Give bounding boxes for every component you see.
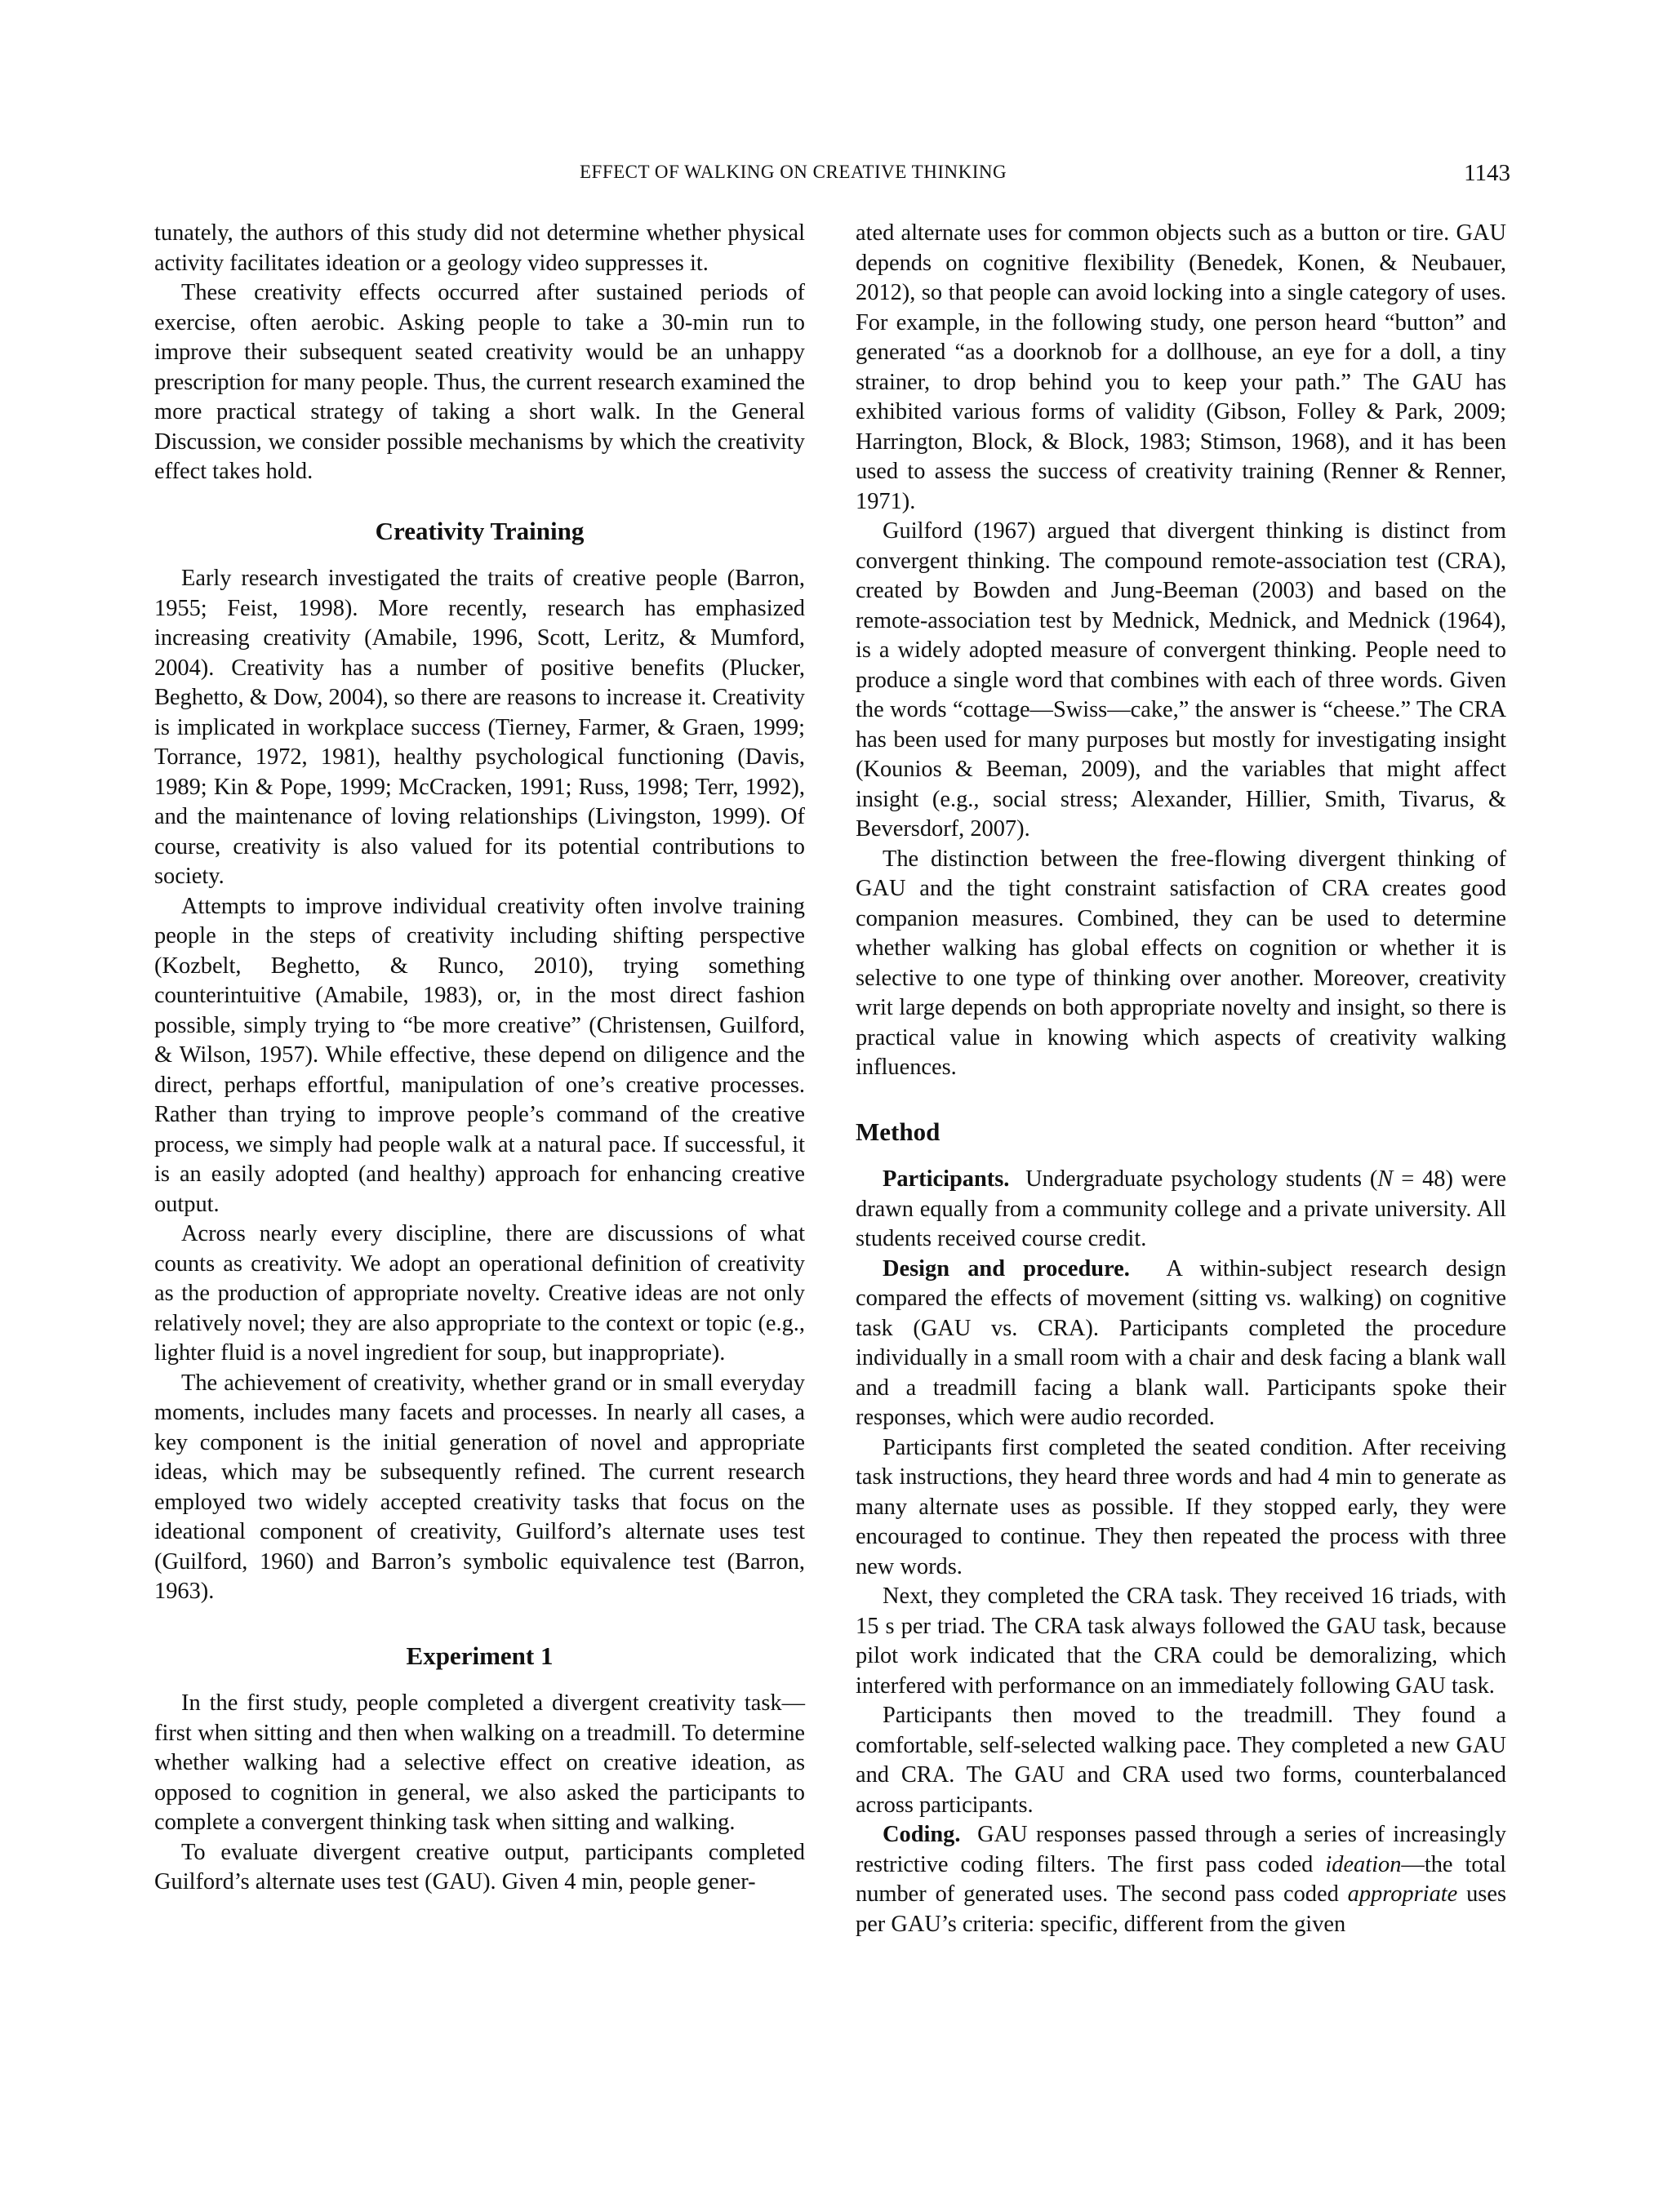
right-column (856, 219, 1506, 1939)
paragraph: Early research investigated the traits of creative people (Barron, 1955; Feist, 1998). More recently, research has emphasized increasing creativity (Amabile, 1996, Scott, Leritz, & Mumford, 2004). Creativity has a number of positive benefits (Plucker, Beghetto, & Dow, 2004), so there are reasons to increase it. Creativity is implicated in workplace success (Tierney, Farmer, & Graen, 1999; Torrance, 1972, 1981), healthy psychological functioning (Davis, 1989; Kin & Pope, 1999; McCracken, 1991; Russ, 1998; Terr, 1992), and the maintenance of loving relationships (Livingston, 1999). Of course, creativity is also valued for its potential contributions to society. (154, 566, 805, 889)
paragraph-coding (856, 1820, 1506, 1939)
text: A within-subject research design compared the effects of movement (sitting vs. walking) on cognitive task (GAU vs. CRA). Participants completed the procedure individually in a small room with a chair and desk facing a blank wall and a treadmill facing a blank wall. Participants spoke their responses, which were audio recorded. (856, 1255, 1506, 1430)
paragraph: In the first study, people completed a divergent creativity task—first when sitting and then when walking on a treadmill. To determine whether walking had a selective effect on creative ideation, as opposed to cognition in general, we also asked the participants to complete a convergent thinking task when sitting and walking. (154, 1690, 805, 1835)
italic-term: ideation (1325, 1851, 1402, 1877)
section-heading-method: Method (856, 1117, 940, 1146)
paragraph: Participants first completed the seated condition. After receiving task instructions, they heard three words and had 4 min to generate as many alternate uses as possible. If they stopped early, they were encouraged to continue. They then repeated the process with three new words. (856, 1434, 1506, 1579)
text: —the total number of generated uses. The second pass coded (856, 1851, 1506, 1907)
text: uses per GAU’s criteria: specific, different from the given (856, 1881, 1506, 1937)
paragraph: Attempts to improve individual creativity often involve training people in the steps of creativity including shifting perspective (Kozbelt, Beghetto, & Runco, 2010), trying something counterintuitive (Amabile, 1983), or, in the most direct fashion possible, simply trying to “be more creative” (Christensen, Guilford, & Wilson, 1957). While effective, these depend on diligence and the direct, perhaps effortful, manipulation of one’s creative processes. Rather than trying to improve people’s command of the creative process, we simply had people walk at a natural pace. If successful, it is an easily adopted (and healthy) approach for enhancing creative output. (154, 893, 805, 1217)
paragraph: Guilford (1967) argued that divergent thinking is distinct from convergent thinking. The compound remote-association test (CRA), created by Bowden and Jung-Beeman (2003) and based on the remote-association test by Mednick, Mednick, and Mednick (1964), is a widely adopted measure of convergent thinking. People need to produce a single word that combines with each of three words. Given the words “cottage—Swiss—cake,” the answer is “cheese.” The CRA has been used for many purposes but mostly for investigating insight (Kounios & Beeman, 2009), and the variables that might affect insight (e.g., social stress; Alexander, Hillier, Smith, Tivarus, & Beversdorf, 2007). (856, 518, 1506, 842)
paragraph: ated alternate uses for common objects such as a button or tire. GAU depends on cognitive flexibility (Benedek, Konen, & Neubauer, 2012), so that people can avoid locking into a single category of uses. For example, in the following study, one person heard “button” and generated “as a doorknob for a dollhouse, an eye for a doll, a tiny strainer, to drop behind you to keep your path.” The GAU has exhibited various forms of validity (Gibson, Folley & Park, 2009; Harrington, Block, & Block, 1983; Stimson, 1968), and it has been used to assess the success of creativity training (Renner & Renner, 1971). (856, 220, 1506, 514)
page-number: 1143 (1464, 160, 1510, 186)
section-heading-creativity-training: Creativity Training (375, 516, 585, 545)
text: Undergraduate psychology students ( (1025, 1166, 1378, 1192)
paragraph: Across nearly every discipline, there are discussions of what counts as creativity. We adopt an operational definition of creativity as the production of appropriate novelty. Creative ideas are not only relatively novel; they are also appropriate to the context or topic (e.g., lighter fluid is a novel ingredient for soup, but inappropriate). (154, 1221, 805, 1366)
run-in-heading-coding: Coding. (883, 1822, 961, 1847)
running-head: EFFECT OF WALKING ON CREATIVE THINKING (580, 162, 1007, 182)
paragraph: tunately, the authors of this study did not determine whether physical activity facilitates ideation or a geology video suppresses it. (154, 220, 805, 276)
paragraph: These creativity effects occurred after sustained periods of exercise, often aerobic. Asking people to take a 30-min run to improve their subsequent seated creativity would be an unhappy prescription for many people. Thus, the current research examined the more practical strategy of taking a short walk. In the General Discussion, we consider possible mechanisms by which the creativity effect takes hold. (154, 280, 805, 484)
left-column (154, 219, 805, 1898)
paragraph: The distinction between the free-flowing divergent thinking of GAU and the tight constraint satisfaction of CRA creates good companion measures. Combined, they can be used to determine whether walking has global effects on cognition or whether it is selective to one type of thinking over another. Moreover, creativity writ large depends on both appropriate novelty and insight, so there is practical value in knowing which aspects of creativity walking influences. (856, 846, 1506, 1080)
paragraph: Participants then moved to the treadmill. They found a comfortable, self-selected walking pace. They completed a new GAU and CRA. The GAU and CRA used two forms, counterbalanced across participants. (856, 1703, 1506, 1818)
text: GAU responses passed through a series of increasingly restrictive coding filters. The first pass coded (856, 1822, 1507, 1877)
italic-n: N (1377, 1166, 1394, 1192)
paragraph: Next, they completed the CRA task. They received 16 triads, with 15 s per triad. The CRA task always followed the GAU task, because pilot work indicated that the CRA could be demoralizing, which interfered with performance on an immediately following GAU task. (856, 1583, 1506, 1699)
italic-term: appropriate (1347, 1881, 1458, 1907)
run-in-heading-design: Design and procedure. (883, 1255, 1130, 1281)
paragraph: To evaluate divergent creative output, participants completed Guilford’s alternate uses test (GAU). Given 4 min, people gener- (154, 1839, 805, 1894)
run-in-heading-participants: Participants. (883, 1166, 1010, 1192)
paragraph-participants (856, 1165, 1506, 1255)
paragraph: The achievement of creativity, whether grand or in small everyday moments, includes many facets and processes. In nearly all cases, a key component is the initial generation of novel and appropriate ideas, which may be subsequently refined. The current research employed two widely accepted creativity tasks that focus on the ideational component of creativity, Guilford’s alternate uses test (Guilford, 1960) and Barron’s symbolic equivalence test (Barron, 1963). (154, 1370, 805, 1604)
section-heading-experiment-1: Experiment 1 (406, 1641, 554, 1670)
paragraph-design (856, 1255, 1506, 1433)
text: = 48) were drawn equally from a community college and a private university. All students received course credit. (856, 1166, 1506, 1251)
